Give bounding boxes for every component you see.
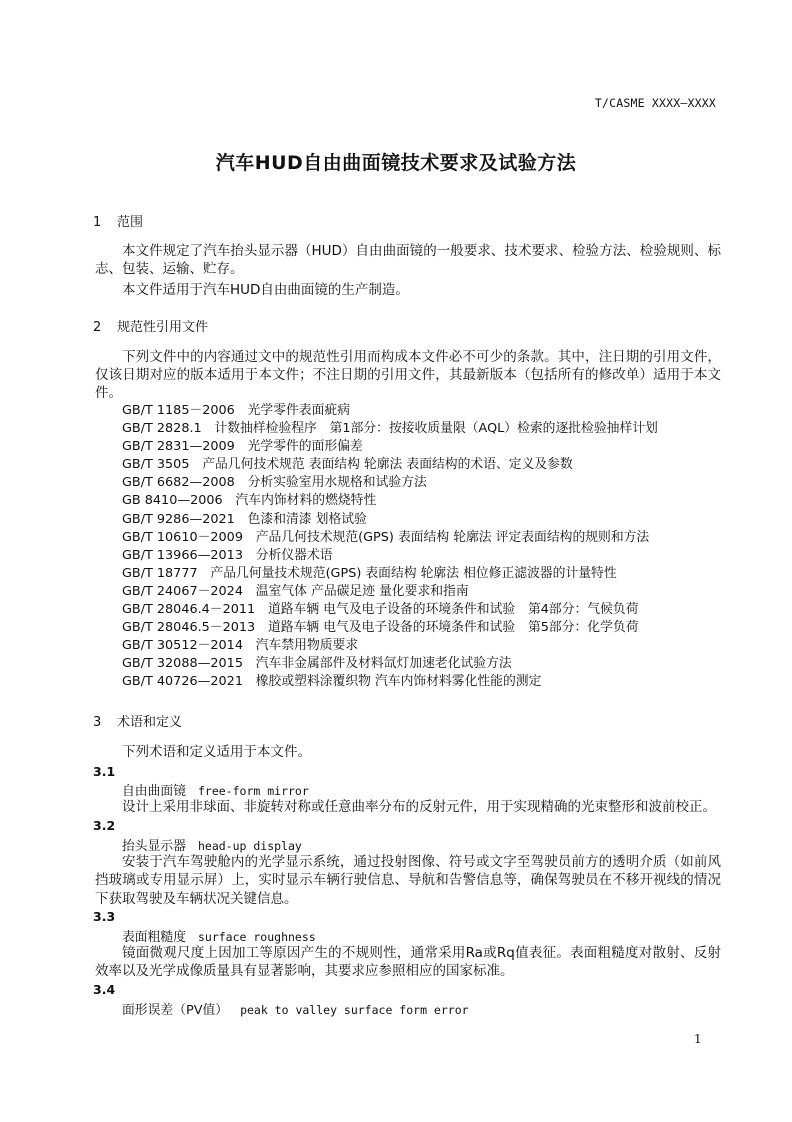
reference-item: GB/T 10610－2009 产品几何技术规范(GPS) 表面结构 轮廓法 评定表面结构的规则和方法 (122, 529, 650, 545)
term-number: 3.1 (93, 764, 116, 779)
term-en: surface roughness (197, 930, 316, 944)
term-name (122, 926, 316, 945)
section-2-heading (93, 316, 208, 335)
reference-item: GB/T 18777 产品几何量技术规范(GPS) 表面结构 轮廓法 相位修正滤波器的计量特性 (122, 565, 617, 581)
section-number: 2 (93, 320, 102, 335)
reference-list (122, 402, 658, 692)
section-title: 范围 (117, 215, 144, 230)
reference-item: GB/T 13966—2013 分析仪器术语 (122, 547, 333, 563)
term-name (122, 999, 469, 1018)
reference-item: GB/T 2831—2009 光学零件的面形偏差 (122, 439, 363, 455)
section-1-heading (93, 211, 143, 230)
reference-item: GB/T 30512－2014 汽车禁用物质要求 (122, 638, 359, 654)
term-definition: 镜面微观尺度上因加工等原因产生的不规则性，通常采用Ra或Rq值表征。表面粗糙度对散射、反射效率以及光学成像质量具有显著影响，其要求应参照相应的国家标准。 (95, 945, 721, 980)
document-code: T/CASME XXXX—XXXX (594, 96, 716, 110)
section-number: 3 (93, 715, 102, 730)
section-number: 1 (93, 215, 102, 230)
term-number: 3.2 (93, 818, 116, 833)
term-en: head-up display (197, 839, 302, 853)
reference-item: GB/T 28046.4－2011 道路车辆 电气及电子设备的环境条件和试验 第4部分：气候负荷 (122, 602, 639, 618)
term-name (122, 835, 302, 854)
section-3-heading (93, 711, 182, 730)
normative-references-intro: 下列文件中的内容通过文中的规范性引用而构成本文件必不可少的条款。其中，注日期的引用文件，仅该日期对应的版本适用于本文件；不注日期的引用文件，其最新版本（包括所有的修改单）适用于本文件。 (95, 349, 721, 401)
reference-item: GB/T 28046.5－2013 道路车辆 电气及电子设备的环境条件和试验 第5部分：化学负荷 (122, 620, 639, 636)
reference-item: GB/T 6682—2008 分析实验室用水规格和试验方法 (122, 475, 427, 491)
term-en: peak to valley surface form error (240, 1003, 469, 1017)
scope-paragraph-2: 本文件适用于汽车HUD自由曲面镜的生产制造。 (122, 282, 409, 298)
term-definition: 安装于汽车驾驶舱内的光学显示系统，通过投射图像、符号或文字至驾驶员前方的透明介质（如前风挡玻璃或专用显示屏）上，实时显示车辆行驶信息、导航和告警信息等，确保驾驶员在不移开视线的情况下获取驾驶及车辆状况关键信息。 (95, 854, 721, 907)
reference-item: GB/T 40726—2021 橡胶或塑料涂覆织物 汽车内饰材料雾化性能的测定 (122, 674, 542, 690)
document-title: 汽车HUD自由曲面镜技术要求及试验方法 (215, 152, 577, 174)
reference-item: GB/T 24067－2024 温室气体 产品碳足迹 量化要求和指南 (122, 583, 469, 599)
term-zh: 抬头显示器 (122, 839, 186, 854)
reference-item: GB/T 9286—2021 色漆和清漆 划格试验 (122, 511, 367, 527)
term-name (122, 780, 309, 799)
reference-item: GB/T 1185－2006 光学零件表面疵病 (122, 403, 350, 418)
reference-item: GB 8410—2006 汽车内饰材料的燃烧特性 (122, 493, 377, 509)
page-number: 1 (694, 1032, 702, 1046)
scope-paragraph-1: 本文件规定了汽车抬头显示器（HUD）自由曲面镜的一般要求、技术要求、检验方法、检验规则、标志、包装、运输、贮存。 (95, 243, 721, 277)
reference-item: GB/T 32088—2015 汽车非金属部件及材料氙灯加速老化试验方法 (122, 656, 512, 672)
term-definition: 设计上采用非球面、非旋转对称或任意曲率分布的反射元件，用于实现精确的光束整形和波前校正。 (122, 799, 716, 815)
term-zh: 表面粗糙度 (122, 930, 186, 945)
terms-intro: 下列术语和定义适用于本文件。 (122, 744, 311, 760)
term-number: 3.4 (93, 982, 116, 997)
term-zh: 自由曲面镜 (122, 784, 186, 799)
term-zh: 面形误差（PV值） (122, 1003, 229, 1018)
section-title: 术语和定义 (117, 715, 183, 730)
term-en: free-form mirror (197, 784, 309, 798)
term-number: 3.3 (93, 909, 116, 924)
section-title: 规范性引用文件 (117, 320, 209, 335)
reference-item: GB/T 3505 产品几何技术规范 表面结构 轮廓法 表面结构的术语、定义及参数 (122, 457, 573, 473)
reference-item: GB/T 2828.1 计数抽样检验程序 第1部分：按接收质量限（AQL）检索的逐批检验抽样计划 (122, 421, 658, 437)
